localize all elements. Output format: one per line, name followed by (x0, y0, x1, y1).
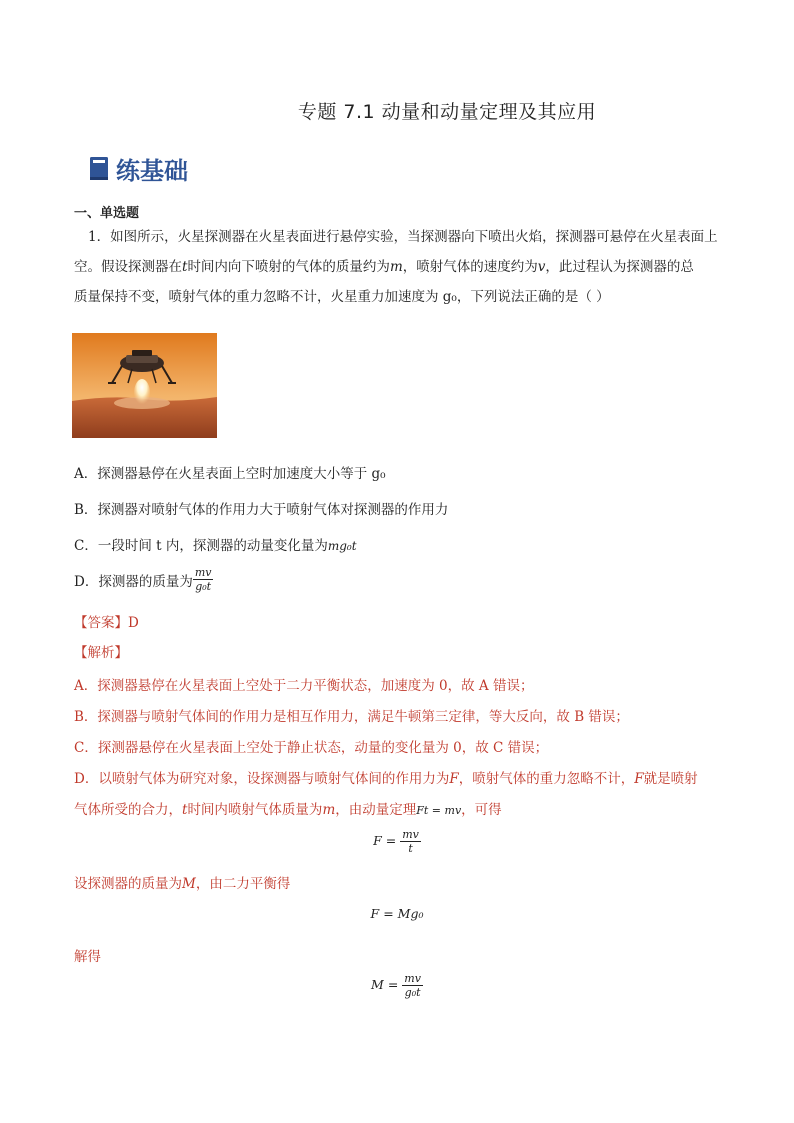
option-d-fraction: $\frac{mv}{\text{g₀t}}$ (194, 566, 212, 593)
equation-3: M = $\frac{mv}{\text{g₀t}}$ (371, 972, 421, 999)
analysis-c: C．探测器悬停在火星表面上空处于静止状态，动量的变化量为 0，故 C 错误； (74, 740, 549, 756)
analysis-a: A．探测器悬停在火星表面上空处于二力平衡状态，加速度为 0，故 A 错误； (74, 678, 534, 694)
equation-2: F = Mg₀ (370, 906, 424, 921)
page-title: 专题 7.1 动量和动量定理及其应用 (297, 101, 597, 123)
analysis-label: 【解析】 (74, 645, 128, 661)
question-text: 1．如图所示，火星探测器在火星表面进行悬停实验，当探测器向下喷出火焰，探测器可悬停在火星表面上 空。假设探测器在t时间内向下喷射的气体的质量约为m，喷射气体的速度约为v，此过程认为探测器的总 质量保持不变，喷射气体的重力忽略不计，火星重力加速度为 g₀，下列说法正确的是（ ） (74, 229, 718, 305)
option-b: B．探测器对喷射气体的作用力大于喷射气体对探测器的作用力 (74, 502, 449, 518)
solve-label: 解得 (74, 949, 101, 965)
book-icon (88, 156, 110, 182)
analysis-b: B．探测器与喷射气体间的作用力是相互作用力，满足牛顿第三定律，等大反向，故 B 错误； (74, 709, 629, 725)
option-c: C．一段时间 t 内，探测器的动量变化量为mg₀t (74, 538, 357, 554)
answer: 【答案】D (74, 615, 139, 631)
option-a: A．探测器悬停在火星表面上空时加速度大小等于 g₀ (74, 466, 386, 482)
analysis-d-line2: 气体所受的合力，t时间内喷射气体质量为m，由动量定理Ft = mv，可得 (74, 802, 502, 818)
option-d: D．探测器的质量为 $\frac{mv}{\text{g₀t}}$ (74, 566, 212, 593)
section-title: 练基础 (116, 157, 188, 185)
equation-1: F = $\frac{mv}{t}$ (373, 828, 419, 855)
section-header (88, 151, 188, 186)
analysis-d-line1: D．以喷射气体为研究对象，设探测器与喷射气体间的作用力为F，喷射气体的重力忽略不计，F就是喷射 (74, 771, 698, 787)
analysis-mass-line: 设探测器的质量为M，由二力平衡得 (74, 876, 291, 892)
subsection-title: 一、单选题 (74, 206, 140, 221)
mars-lander-image (72, 333, 217, 438)
